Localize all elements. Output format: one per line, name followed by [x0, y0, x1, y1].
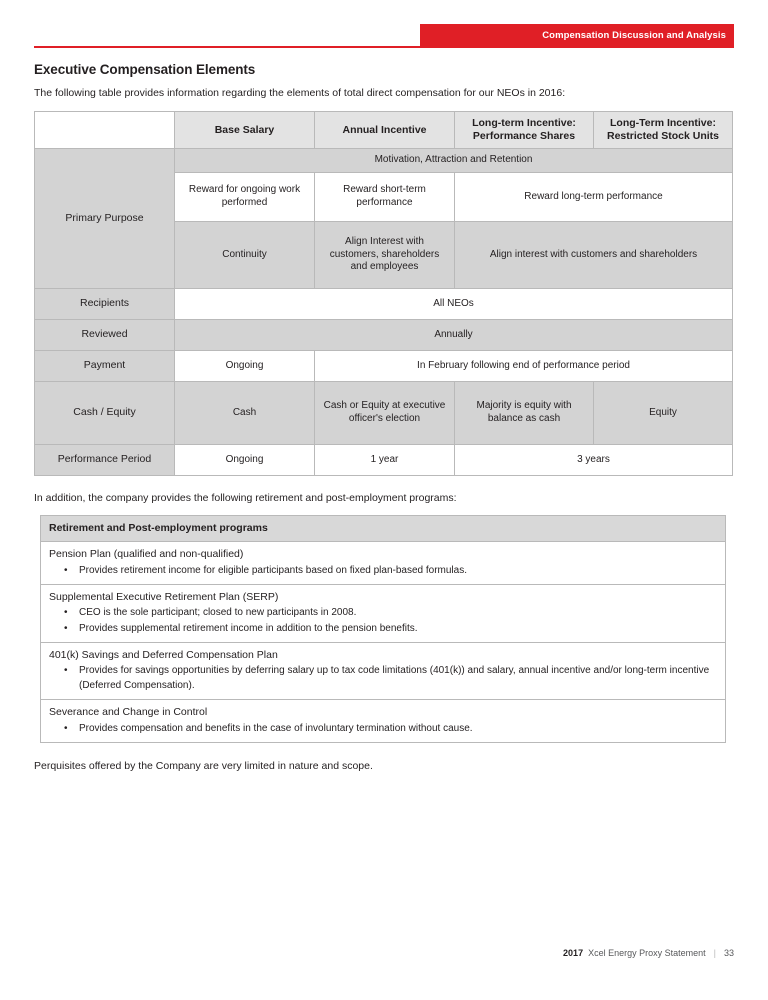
primary-purpose-annual-incentive-secondary: Align Interest with customers, shareholders and employees: [315, 221, 455, 288]
program-bullets: [49, 564, 717, 579]
footer-document-title: Xcel Energy Proxy Statement: [588, 948, 706, 958]
list-item: [41, 700, 726, 743]
program-title: Severance and Change in Control: [49, 706, 208, 719]
primary-purpose-base-salary-secondary: Continuity: [175, 221, 315, 288]
program-bullet: • Provides for savings opportunities by deferring salary up to tax code limitations (401(k)) and salary, annual incentive and/or long-term incentive (Deferred Compensation).: [79, 664, 717, 693]
program-bullet: • Provides compensation and benefits in the case of involuntary termination without cause.: [79, 722, 717, 737]
retirement-program-severance: [41, 700, 726, 743]
column-header-rsu-line1: Long-Term Incentive:: [610, 117, 716, 130]
retirement-program-pension: [41, 542, 726, 585]
table-corner-cell: [35, 112, 175, 149]
row-label-primary-purpose: Primary Purpose: [35, 149, 175, 289]
table-row: [35, 149, 733, 173]
program-title: Pension Plan (qualified and non-qualified): [49, 548, 244, 561]
column-header-rsu-line2: Restricted Stock Units: [606, 130, 720, 143]
cash-equity-base-salary: Cash: [175, 381, 315, 444]
page-header-band: [420, 24, 734, 46]
row-label-recipients: Recipients: [35, 288, 175, 319]
row-label-performance-period: Performance Period: [35, 444, 175, 475]
list-item: [41, 585, 726, 643]
footer-year: 2017: [563, 948, 584, 958]
primary-purpose-base-salary: Reward for ongoing work performed: [175, 172, 315, 221]
footer-separator: |: [713, 948, 716, 958]
retirement-program-401k: [41, 643, 726, 700]
program-title: Supplemental Executive Retirement Plan (SERP): [49, 591, 279, 604]
row-label-reviewed: Reviewed: [35, 319, 175, 350]
program-bullet: • Provides supplemental retirement income in addition to the pension benefits.: [79, 622, 717, 637]
reviewed-value: Annually: [175, 319, 733, 350]
row-label-payment: Payment: [35, 350, 175, 381]
header-section-label: Compensation Discussion and Analysis: [542, 29, 726, 41]
primary-purpose-lti-secondary: Align interest with customers and shareholders: [455, 221, 733, 288]
column-header-restricted-stock-units: [594, 112, 733, 149]
performance-period-annual-incentive: 1 year: [315, 444, 455, 475]
column-header-ps-line2: Performance Shares: [472, 130, 576, 143]
motivation-band-cell: Motivation, Attraction and Retention: [175, 149, 733, 173]
footer-page-number: 33: [723, 948, 734, 958]
recipients-value: All NEOs: [175, 288, 733, 319]
list-item: [41, 643, 726, 700]
table-row: [35, 381, 733, 444]
header-divider-rule: [34, 46, 734, 48]
table-row: [35, 319, 733, 350]
payment-rest: In February following end of performance period: [315, 350, 733, 381]
cash-equity-annual-incentive: Cash or Equity at executive officer's election: [315, 381, 455, 444]
primary-purpose-annual-incentive: Reward short-term performance: [315, 172, 455, 221]
page-footer: [563, 948, 734, 958]
compensation-elements-table: [34, 111, 733, 476]
intro-paragraph: The following table provides information regarding the elements of total direct compensation for our NEOs in 2016:: [34, 87, 566, 99]
retirement-programs-table: [40, 515, 726, 743]
program-bullets: [49, 606, 717, 636]
payment-base-salary: Ongoing: [175, 350, 315, 381]
table-row: [35, 350, 733, 381]
performance-period-base-salary: Ongoing: [175, 444, 315, 475]
table-row: [35, 288, 733, 319]
table-row: [35, 444, 733, 475]
outro-paragraph: Perquisites offered by the Company are very limited in nature and scope.: [34, 760, 373, 773]
primary-purpose-lti: Reward long-term performance: [455, 172, 733, 221]
page-content: [34, 62, 734, 773]
cash-equity-performance-shares: Majority is equity with balance as cash: [455, 381, 594, 444]
retirement-header-row: [41, 516, 726, 542]
mid-paragraph: In addition, the company provides the following retirement and post-employment programs:: [34, 491, 457, 504]
page-title: Executive Compensation Elements: [34, 62, 256, 77]
program-title: 401(k) Savings and Deferred Compensation Plan: [49, 649, 278, 662]
list-item: [41, 542, 726, 585]
retirement-program-serp: [41, 585, 726, 643]
column-header-annual-incentive: Annual Incentive: [315, 112, 455, 149]
retirement-table-header: Retirement and Post-employment programs: [41, 516, 726, 542]
cash-equity-restricted-stock-units: Equity: [594, 381, 733, 444]
column-header-ps-line1: Long-term Incentive:: [472, 117, 576, 130]
program-bullet: • CEO is the sole participant; closed to new participants in 2008.: [79, 606, 717, 621]
program-bullet: • Provides retirement income for eligible participants based on fixed plan-based formulas.: [79, 564, 717, 579]
column-header-base-salary: Base Salary: [175, 112, 315, 149]
program-bullets: [49, 722, 717, 737]
column-header-performance-shares: [455, 112, 594, 149]
performance-period-lti: 3 years: [455, 444, 733, 475]
row-label-cash-equity: Cash / Equity: [35, 381, 175, 444]
table-header-row: [35, 112, 733, 149]
program-bullets: [49, 664, 717, 693]
